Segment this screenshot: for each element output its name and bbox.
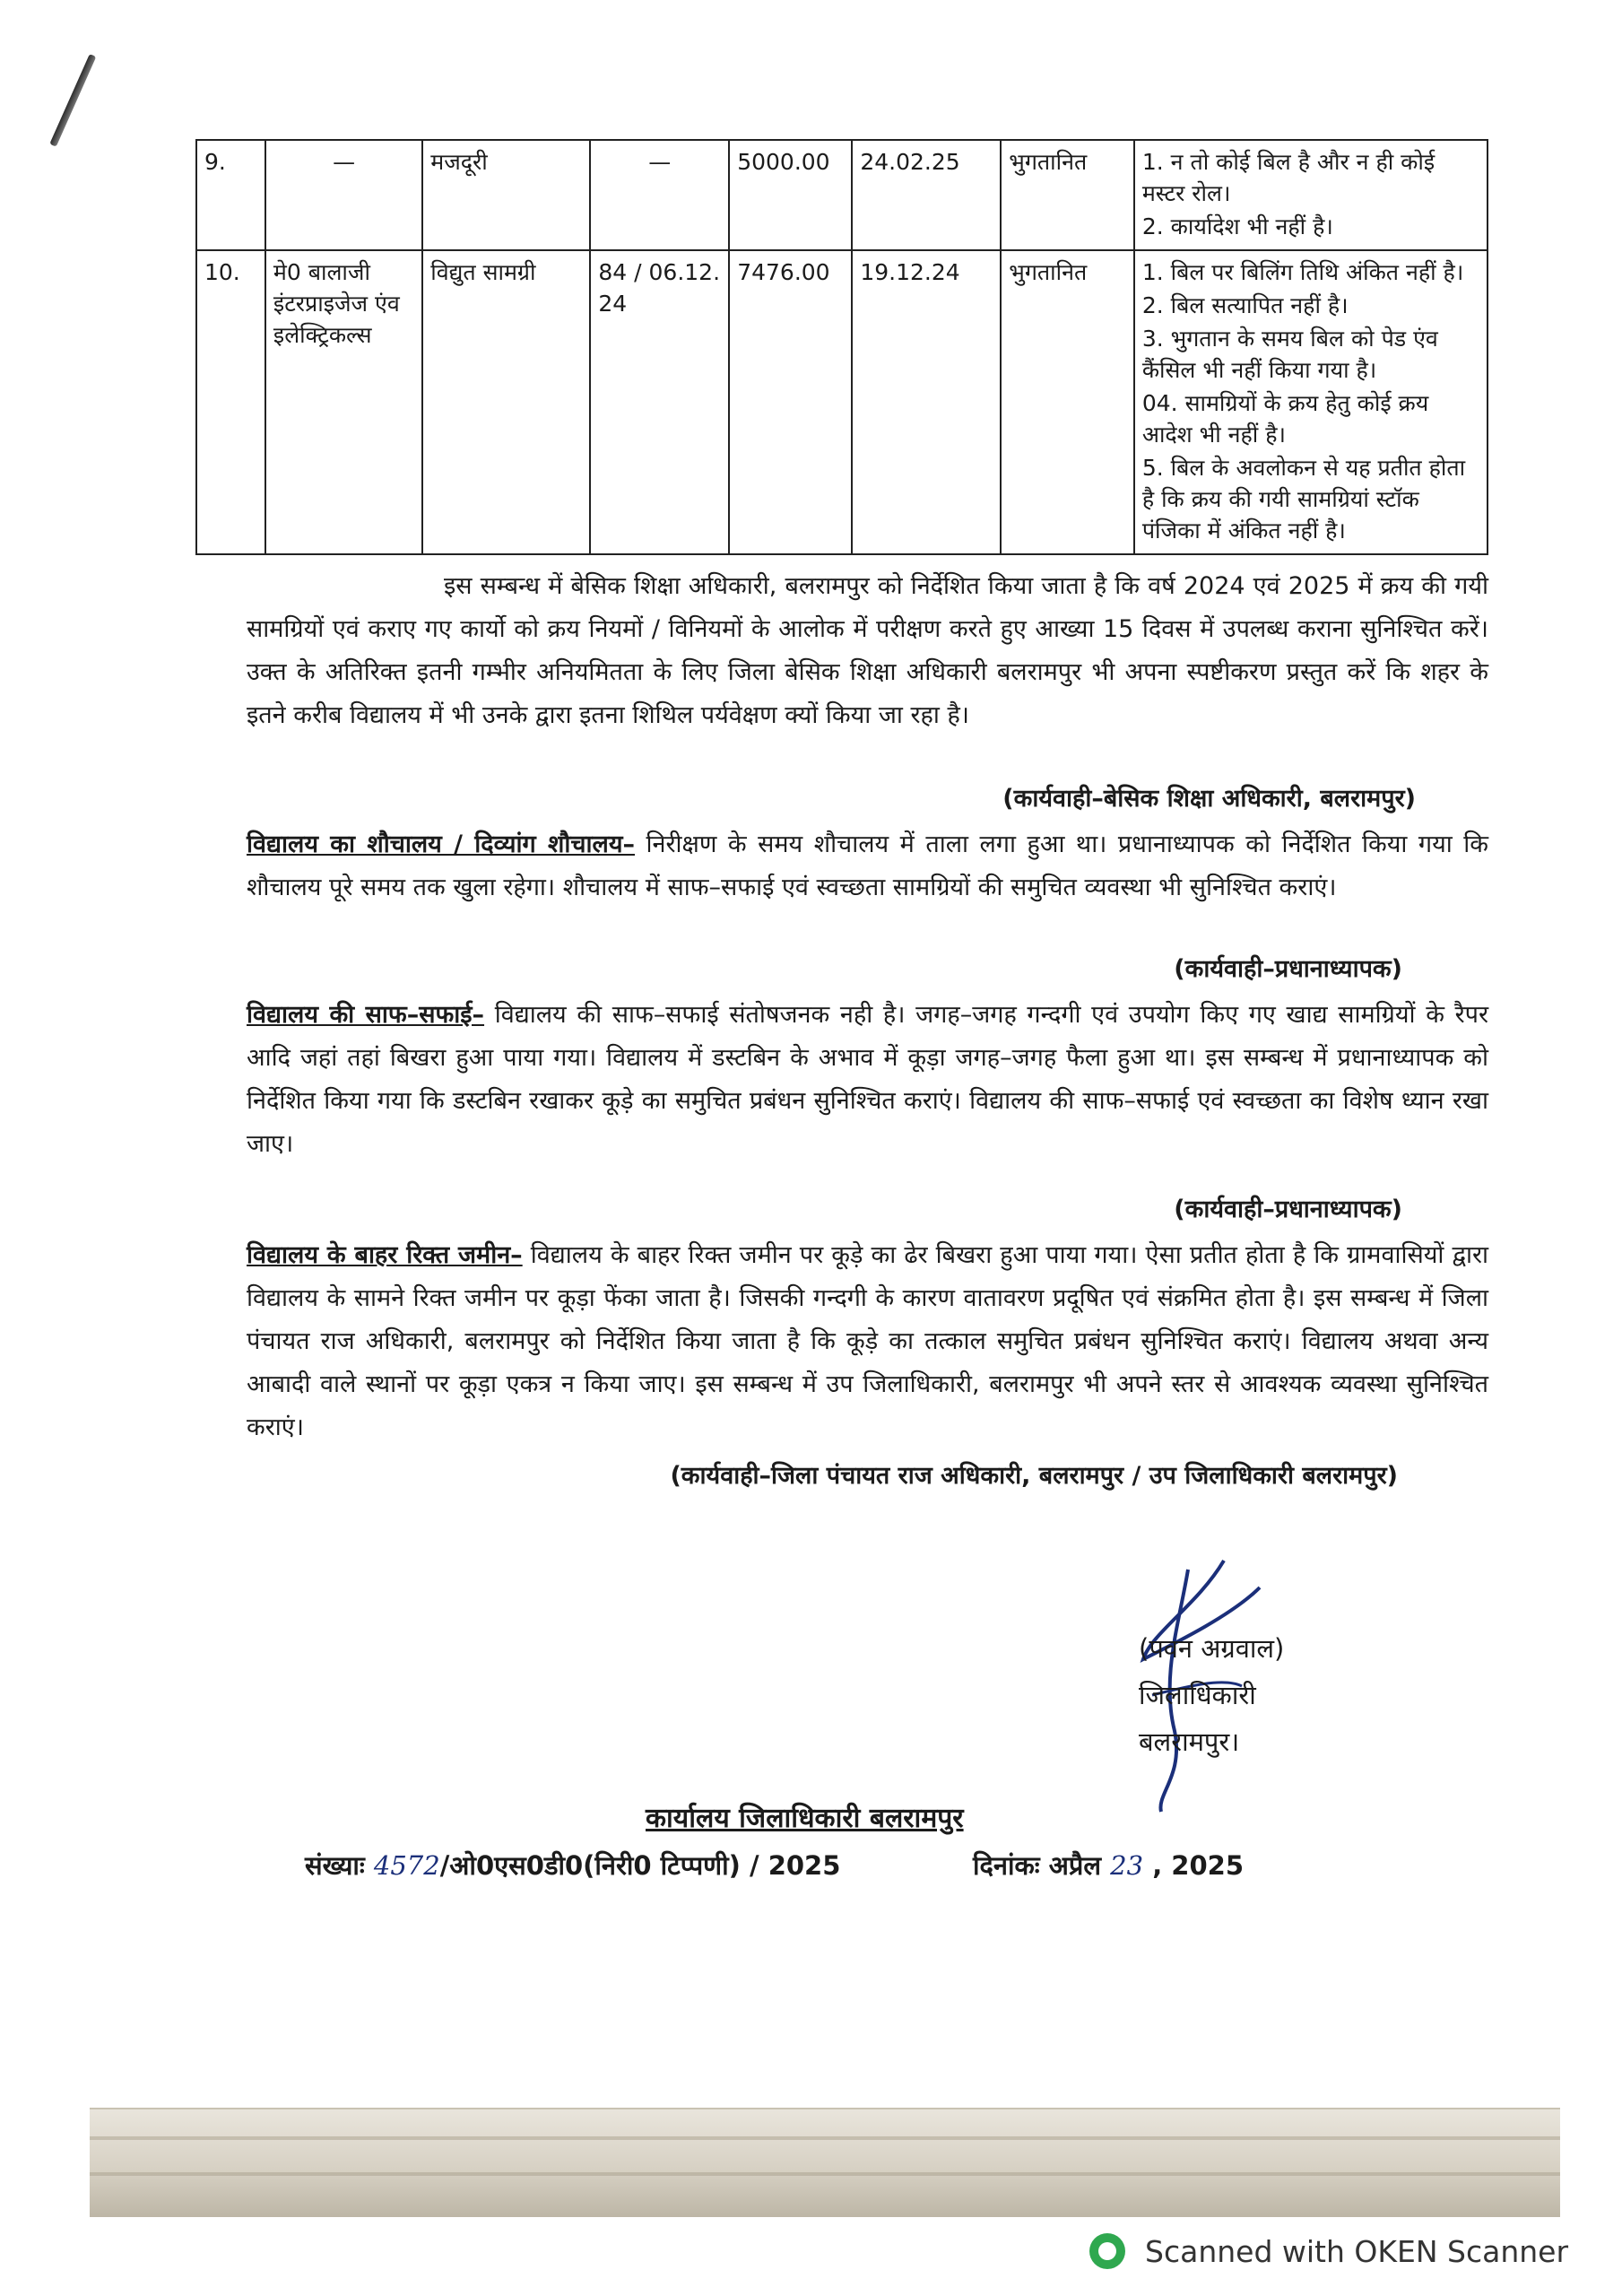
section-heading-cleanliness: विद्यालय की साफ–सफाई– bbox=[247, 1001, 485, 1029]
section-cleanliness bbox=[247, 994, 1488, 1166]
remark-line: 1. बिल पर बिलिंग तिथि अंकित नहीं है। bbox=[1141, 259, 1464, 285]
cell-date: 19.12.24 bbox=[852, 250, 1001, 554]
cell-vendor: मे0 बालाजी इंटरप्राइजेज एंव इलेक्ट्रिकल्स bbox=[265, 250, 422, 554]
cell-status: भुगतानित bbox=[1001, 250, 1134, 554]
cell-amount: 5000.00 bbox=[729, 140, 852, 250]
cell-vendor: — bbox=[265, 140, 422, 250]
remark-line: 2. बिल सत्यापित नहीं है। bbox=[1141, 292, 1349, 318]
signatory-designation: जिलाधिकारी bbox=[1139, 1680, 1256, 1710]
scanner-watermark bbox=[1089, 2233, 1568, 2269]
remark-line: 2. कार्यादेश भी नहीं है। bbox=[1141, 213, 1333, 239]
office-heading: कार्यालय जिलाधिकारी बलरामपुर bbox=[646, 1803, 964, 1834]
remark-line: 5. बिल के अवलोकन से यह प्रतीत होता है कि क्रय की गयी सामग्रियां स्टॉक पंजिका में अंकित नहीं है। bbox=[1141, 455, 1466, 544]
remark-line: 3. भुगतान के समय बिल को पेड एंव कैंसिल भी नहीं किया गया है। bbox=[1141, 326, 1438, 383]
section-text-land: विद्यालय के बाहर रिक्त जमीन पर कूड़े का ढेर बिखरा हुआ पाया गया। ऐसा प्रतीत होता है कि ग्रामवासियों द्वारा विद्यालय के सामने रिक्त जमीन पर कूड़ा फेंका जाता है। जिसकी गन्दगी के कारण वातावरण प्रदूषित एवं संक्रमित होता है। इस सम्बन्ध में जिला पंचायत राज अधिकारी, बलरामपुर को निर्देशित किया जाता है कि कूड़े का तत्काल समुचित प्रबंधन सुनिश्चित कराएं। विद्यालय अथवा अन्य आबादी वाले स्थानों पर कूड़ा एकत्र न किया जाए। इस सम्बन्ध में उप जिलाधिकारी, बलरामपुर भी अपने स्तर से आवश्यक व्यवस्था सुनिश्चित कराएं। bbox=[247, 1241, 1488, 1441]
cell-date: 24.02.25 bbox=[852, 140, 1001, 250]
date-year: , 2025 bbox=[1152, 1850, 1245, 1881]
section-heading-land: विद्यालय के बाहर रिक्त जमीन– bbox=[247, 1241, 523, 1269]
reference-date bbox=[973, 1848, 1244, 1883]
cell-remarks bbox=[1134, 140, 1488, 250]
scanner-label: Scanned with OKEN Scanner bbox=[1145, 2233, 1569, 2269]
signatory-name: (पवन अग्रवाल) bbox=[1139, 1633, 1285, 1664]
signatory-place: बलरामपुर। bbox=[1139, 1726, 1240, 1757]
date-handwritten-day: 23 bbox=[1110, 1850, 1144, 1881]
action-headmaster-toilet: (कार्यवाही–प्रधानाध्यापक) bbox=[1174, 955, 1402, 983]
cell-sno: 9. bbox=[196, 140, 265, 250]
action-headmaster-cleanliness: (कार्यवाही–प्रधानाध्यापक) bbox=[1174, 1196, 1402, 1223]
table-row bbox=[196, 250, 1488, 554]
page-bottom-edge bbox=[90, 2108, 1560, 2217]
section-heading-toilet: विद्यालय का शौचालय / दिव्यांग शौचालय– bbox=[247, 831, 635, 858]
cell-item: मजदूरी bbox=[422, 140, 590, 250]
section-text-cleanliness: विद्यालय की साफ–सफाई संतोषजनक नही है। जगह–जगह गन्दगी एवं उपयोग किए गए खाद्य सामग्रियों के रैपर आदि जहां तहां बिखरा हुआ पाया गया। विद्यालय में डस्टबिन के अभाव में कूड़ा जगह–जगह फैला हुआ था। इस सम्बन्ध में प्रधानाध्यापक को निर्देशित किया गया कि डस्टबिन रखाकर कूड़े का समुचित प्रबंधन सुनिश्चित कराएं। विद्यालय की साफ–सफाई एवं स्वच्छता का विशेष ध्यान रखा जाए। bbox=[247, 1001, 1489, 1158]
cell-bill-no: — bbox=[590, 140, 729, 250]
action-bsa: (कार्यवाही–बेसिक शिक्षा अधिकारी, बलरामपुर) bbox=[1002, 785, 1416, 813]
reference-handwritten-number: 4572 bbox=[373, 1850, 440, 1881]
cell-item: विद्युत सामग्री bbox=[422, 250, 590, 554]
cell-bill-no: 84 / 06.12. 24 bbox=[590, 250, 729, 554]
reference-label: संख्याः bbox=[305, 1850, 365, 1881]
inspection-table bbox=[195, 139, 1488, 555]
remark-line: 1. न तो कोई बिल है और न ही कोई मस्टर रोल। bbox=[1141, 149, 1436, 206]
oken-scanner-logo-icon bbox=[1089, 2233, 1125, 2269]
reference-number bbox=[305, 1848, 840, 1883]
section-text-toilet: निरीक्षण के समय शौचालय में ताला लगा हुआ था। प्रधानाध्यापक को निर्देशित किया गया कि शौचालय पूरे समय तक खुला रहेगा। शौचालय में साफ–सफाई एवं स्वच्छता सामग्रियों की समुचित व्यवस्था भी सुनिश्चित कराएं। bbox=[247, 831, 1488, 901]
section-land bbox=[247, 1234, 1488, 1449]
reference-suffix: /ओ0एस0डी0(निरी0 टिप्पणी) / 2025 bbox=[439, 1850, 841, 1881]
cell-remarks bbox=[1134, 250, 1488, 554]
cell-status: भुगतानित bbox=[1001, 140, 1134, 250]
table-row bbox=[196, 140, 1488, 250]
cell-amount: 7476.00 bbox=[729, 250, 852, 554]
action-dpro-sdm: (कार्यवाही–जिला पंचायत राज अधिकारी, बलरामपुर / उप जिलाधिकारी बलरामपुर) bbox=[670, 1462, 1398, 1490]
date-label: दिनांकः अप्रैल bbox=[973, 1850, 1102, 1881]
section-toilet bbox=[247, 823, 1488, 909]
fold-mark bbox=[49, 54, 96, 147]
remark-line: 04. सामग्रियों के क्रय हेतु कोई क्रय आदेश भी नहीं है। bbox=[1141, 390, 1429, 448]
cell-sno: 10. bbox=[196, 250, 265, 554]
paragraph-bsa-direction: इस सम्बन्ध में बेसिक शिक्षा अधिकारी, बलरामपुर को निर्देशित किया जाता है कि वर्ष 2024 एवं 2025 में क्रय की गयी सामग्रियों एवं कराए गए कार्यो को क्रय नियमों / विनियमों के आलोक में परीक्षण करते हुए आख्या 15 दिवस में उपलब्ध कराना सुनिश्चित करें। उक्त के अतिरिक्त इतनी गम्भीर अनियमितता के लिए जिला बेसिक शिक्षा अधिकारी बलरामपुर भी अपना स्पष्टीकरण प्रस्तुत करें कि शहर के इतने करीब विद्यालय में भी उनके द्वारा इतना शिथिल पर्यवेक्षण क्यों किया जा रहा है। bbox=[247, 572, 1488, 729]
